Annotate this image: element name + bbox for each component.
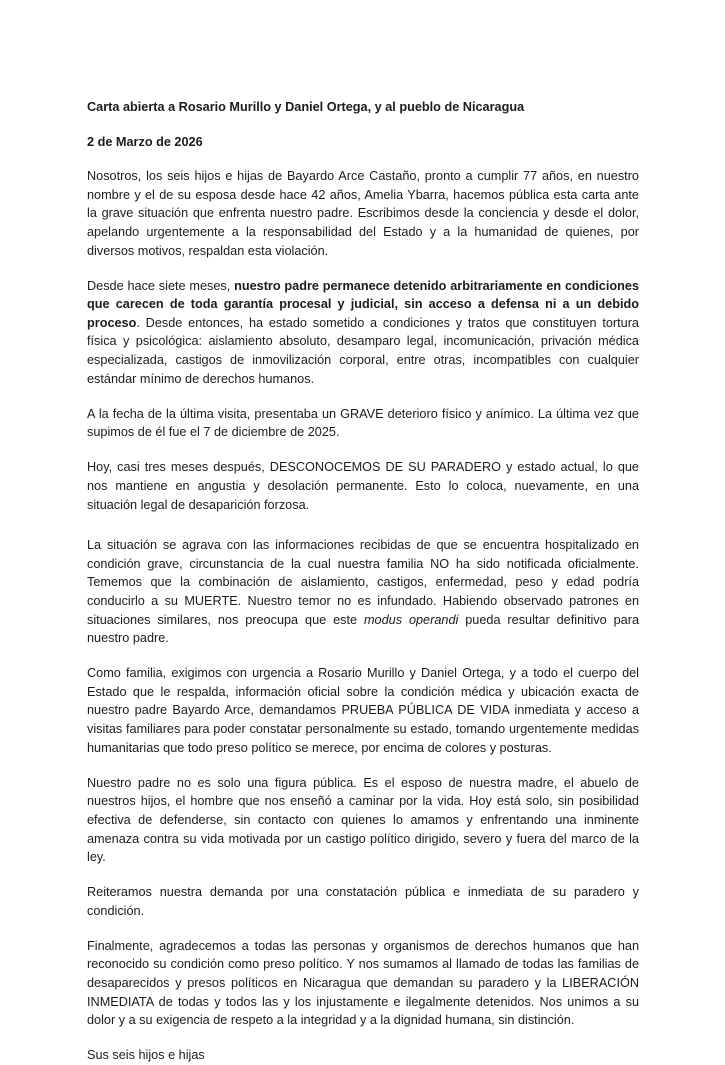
paragraph-1: Nosotros, los seis hijos e hijas de Bayardo Arce Castaño, pronto a cumplir 77 años, en nuestro nombre y el de su esposa desde hace 42 años, Amelia Ybarra, hacemos pública esta carta ante la grave situación que enfrenta nuestro padre. Escribimos desde la conciencia y desde el dolor, apelando urgentemente a la responsabilidad del Estado y a la humanidad de quienes, por diversos motivos, respaldan esta violación. bbox=[87, 169, 639, 258]
letter-title: Carta abierta a Rosario Murillo y Daniel Ortega, y al pueblo de Nicaragua bbox=[87, 100, 525, 114]
paragraph-2-rest: . Desde entonces, ha estado sometido a condiciones y tratos que constituyen tortura física y psicológica: aislamiento absoluto, desamparo legal, incomunicación, privación médica especializada, castigos de inmovilización corporal, entre otras, incompatibles con cualquier estándar mínimo de derechos humanos. bbox=[87, 315, 639, 386]
paragraph-2-intro: Desde hace siete meses, bbox=[87, 278, 235, 293]
signature: Sus seis hijos e hijas bbox=[87, 1048, 205, 1063]
paragraph-5-italic: modus operandi bbox=[363, 612, 459, 627]
paragraph-2-bold: nuestro padre permanece detenido arbitrariamente en condiciones que carecen de toda garantía procesal y judicial, sin acceso a defensa ni a un debido proceso bbox=[87, 278, 640, 330]
paragraph-2 bbox=[87, 277, 639, 389]
paragraph-7: Nuestro padre no es solo una figura pública. Es el esposo de nuestra madre, el abuelo de nuestros hijos, el hombre que nos enseñó a caminar por la vida. Hoy está solo, sin posibilidad efectiva de defenderse, sin contacto con quienes lo amamos y enfrentando una inminente amenaza contra su vida motivada por un castigo político dirigido, severo y fuera del marco de la ley. bbox=[87, 775, 639, 865]
paragraph-4: Hoy, casi tres meses después, DESCONOCEMOS DE SU PARADERO y estado actual, lo que nos mantiene en angustia y desolación permanente. Esto lo coloca, nuevamente, en una situación legal de desaparición forzosa. bbox=[87, 460, 639, 512]
paragraph-9: Finalmente, agradecemos a todas las personas y organismos de derechos humanos que han reconocido su condición como preso político. Y nos sumamos al llamado de todas las familias de desaparecidos y presos políticos en Nicaragua que demandan su paradero y la LIBERACIÓN INMEDIATA de todas y todos las y los injustamente e ilegalmente detenidos. Nos unimos a su dolor y a su exigencia de respeto a la integridad y a la dignidad humana, sin distinción. bbox=[87, 938, 639, 1028]
paragraph-6: Como familia, exigimos con urgencia a Rosario Murillo y Daniel Ortega, y a todo el cuerpo del Estado que le respalda, información oficial sobre la condición médica y ubicación exacta de nuestro padre Bayardo Arce, demandamos PRUEBA PÚBLICA DE VIDA inmediata y acceso a visitas familiares para poder constatar personalmente su estado, tomando urgentemente medidas humanitarias que todo preso político se merece, por encima de colores y posturas. bbox=[87, 666, 639, 755]
paragraph-3: A la fecha de la última visita, presentaba un GRAVE deterioro físico y anímico. La última vez que supimos de él fue el 7 de diciembre de 2025. bbox=[87, 406, 639, 440]
paragraph-5-end: pueda resultar definitivo para nuestro padre. bbox=[87, 612, 639, 646]
paragraph-8: Reiteramos nuestra demanda por una constatación pública e inmediata de su paradero y condición. bbox=[87, 885, 639, 918]
paragraph-5 bbox=[87, 536, 639, 648]
letter-date: 2 de Marzo de 2026 bbox=[87, 134, 203, 149]
paragraph-5-main: La situación se agrava con las informaciones recibidas de que se encuentra hospitalizado en condición grave, circunstancia de la cual nuestra familia NO ha sido notificada oficialmente. Tememos que la combinación de aislamiento, castigos, enfermedad, peso y edad podría conducirlo a su MUERTE. Nuestro temor no es infundado. Habiendo observado patrones en situaciones similares, nos preocupa que este bbox=[87, 538, 639, 627]
